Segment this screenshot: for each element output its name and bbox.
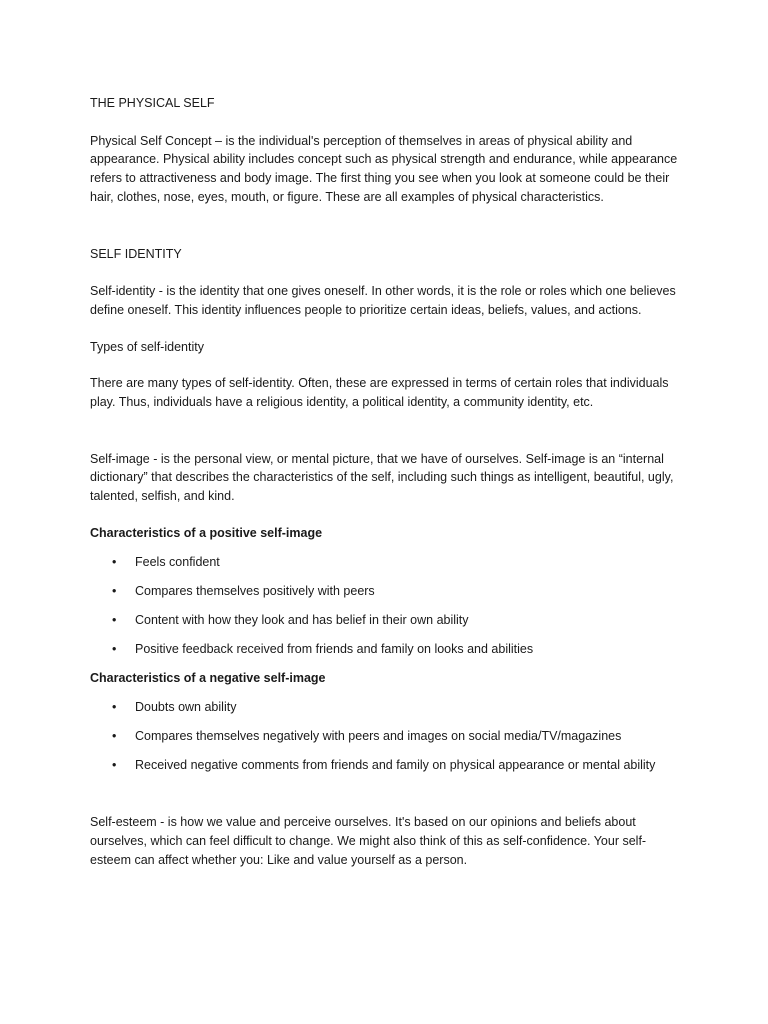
list-item-text: Feels confident [135, 554, 220, 569]
document-page [90, 94, 682, 887]
bullet-icon: • [112, 642, 117, 657]
physical-self-paragraph: Physical Self Concept – is the individual's perception of themselves in areas of physical ability and appearance. Physical ability includes concept such as physical strength and endurance, while appearance refers to attractiveness and body image. The first thing you see when you look at someone could be their hair, clothes, nose, eyes, mouth, or figure. These are all examples of physical characteristics. [90, 133, 678, 204]
list-item-text: Received negative comments from friends and family on physical appearance or mental ability [135, 758, 656, 773]
types-of-self-identity-paragraph: There are many types of self-identity. Often, these are expressed in terms of certain roles that individuals play. Thus, individuals have a religious identity, a political identity, a community identity, etc. [90, 376, 669, 410]
self-identity-heading: SELF IDENTITY [90, 246, 182, 261]
bullet-icon: • [112, 554, 117, 569]
positive-self-image-list [90, 553, 682, 659]
list-item [90, 582, 682, 601]
list-item [90, 727, 682, 746]
negative-self-image-heading: Characteristics of a negative self-image [90, 671, 326, 686]
list-item [90, 611, 682, 630]
list-item-text: Content with how they look and has belief in their own ability [135, 612, 469, 627]
bullet-icon: • [112, 700, 117, 715]
list-item [90, 553, 682, 572]
bullet-icon: • [112, 729, 117, 744]
positive-self-image-heading: Characteristics of a positive self-image [90, 525, 323, 540]
bullet-icon: • [112, 583, 117, 598]
list-item [90, 698, 682, 717]
list-item-text: Compares themselves negatively with peers and images on social media/TV/magazines [135, 729, 622, 744]
bullet-icon: • [112, 758, 117, 773]
self-image-paragraph: Self-image - is the personal view, or mental picture, that we have of ourselves. Self-image is an “internal dictionary” that describes the characteristics of the self, including such things as intelligent, beautiful, ugly, talented, selfish, and kind. [90, 451, 674, 504]
list-item [90, 756, 682, 775]
types-of-self-identity-heading: Types of self-identity [90, 339, 204, 354]
list-item-text: Positive feedback received from friends and family on looks and abilities [135, 642, 534, 657]
self-identity-paragraph: Self-identity - is the identity that one gives oneself. In other words, it is the role or roles which one believes define oneself. This identity influences people to prioritize certain ideas, beliefs, values, and actions. [90, 284, 676, 317]
self-esteem-paragraph: Self-esteem - is how we value and perceive ourselves. It's based on our opinions and beliefs about ourselves, which can feel difficult to change. We might also think of this as self-confidence. Your self-esteem can affect whether you: Like and value yourself as a person. [90, 815, 647, 867]
bullet-icon: • [112, 612, 117, 627]
list-item [90, 640, 682, 659]
negative-self-image-list [90, 698, 682, 775]
list-item-text: Doubts own ability [135, 700, 237, 715]
list-item-text: Compares themselves positively with peers [135, 583, 375, 598]
physical-self-heading: THE PHYSICAL SELF [90, 96, 215, 110]
